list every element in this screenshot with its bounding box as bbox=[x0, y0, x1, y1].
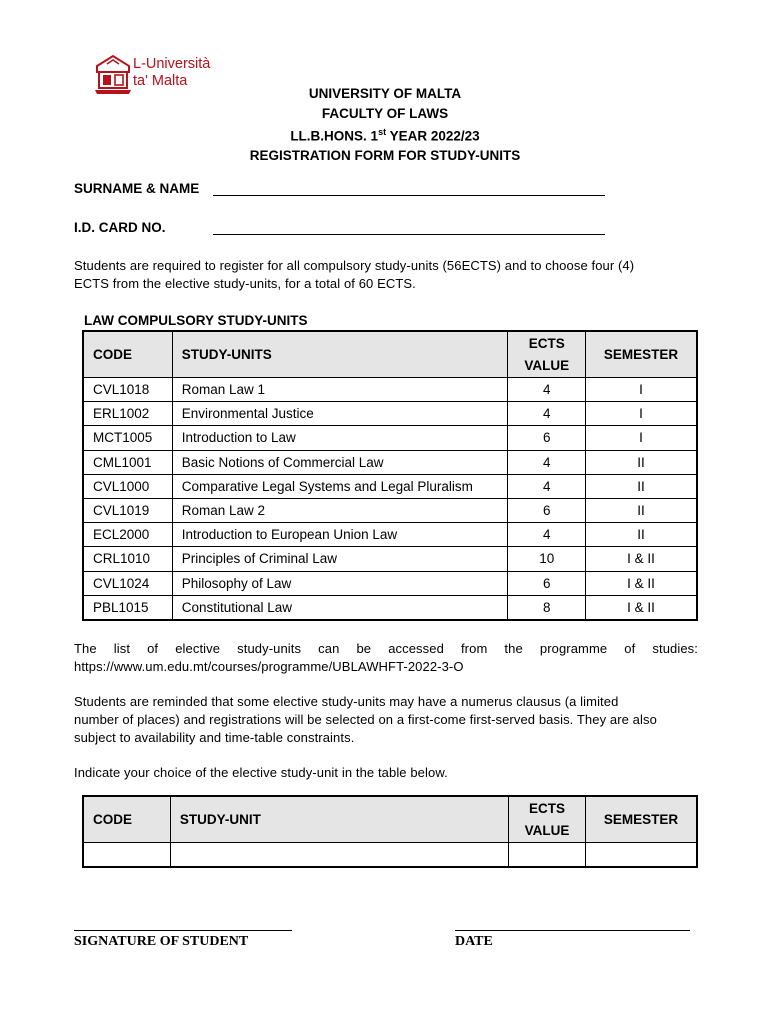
semester: I bbox=[586, 426, 697, 450]
elective-header-code: CODE bbox=[84, 797, 171, 843]
surname-field[interactable] bbox=[213, 182, 605, 196]
programme-link[interactable]: https://www.um.edu.mt/courses/programme/UBLAWHFT-2022-3-O bbox=[74, 659, 464, 674]
semester: I bbox=[586, 378, 697, 402]
unit-name: Roman Law 2 bbox=[172, 498, 508, 522]
ects-value: 6 bbox=[508, 571, 586, 595]
header-course: LL.B.HONS. 1 bbox=[290, 128, 379, 144]
student-signature-block bbox=[74, 930, 292, 950]
unit-code: CVL1000 bbox=[84, 474, 173, 498]
elective-info-paragraph bbox=[74, 640, 698, 676]
unit-code: CVL1024 bbox=[84, 571, 173, 595]
unit-code: ERL1002 bbox=[84, 402, 173, 426]
reminder-line-3: subject to availability and time-table constraints. bbox=[74, 730, 355, 745]
ects-value: 10 bbox=[508, 547, 586, 571]
table-row bbox=[84, 571, 697, 595]
idcard-field-row bbox=[74, 220, 605, 235]
ects-value: 8 bbox=[508, 595, 586, 619]
unit-name: Basic Notions of Commercial Law bbox=[172, 450, 508, 474]
header-course-year bbox=[0, 123, 770, 146]
semester: I bbox=[586, 402, 697, 426]
unit-code: CVL1018 bbox=[84, 378, 173, 402]
reminder-paragraph bbox=[74, 693, 698, 747]
logo-line-2: ta' Malta bbox=[133, 73, 188, 89]
header-form-title: REGISTRATION FORM FOR STUDY-UNITS bbox=[249, 148, 521, 163]
table-row bbox=[84, 595, 697, 619]
student-signature-label: SIGNATURE OF STUDENT bbox=[74, 934, 249, 949]
elective-input-row bbox=[84, 843, 697, 867]
table-row bbox=[84, 450, 697, 474]
unit-name: Introduction to Law bbox=[172, 426, 508, 450]
date-block bbox=[455, 930, 690, 950]
unit-name: Comparative Legal Systems and Legal Pluralism bbox=[172, 474, 508, 498]
elective-header-ects: ECTS bbox=[529, 800, 566, 816]
semester: II bbox=[586, 450, 697, 474]
header-code: CODE bbox=[84, 332, 173, 378]
ects-value: 4 bbox=[508, 523, 586, 547]
unit-code: CML1001 bbox=[84, 450, 173, 474]
unit-code: CRL1010 bbox=[84, 547, 173, 571]
form-header bbox=[0, 84, 770, 166]
unit-name: Roman Law 1 bbox=[172, 378, 508, 402]
elective-header-row bbox=[84, 797, 697, 843]
unit-name: Principles of Criminal Law bbox=[172, 547, 508, 571]
elective-table bbox=[83, 796, 697, 867]
reminder-line-1: Students are reminded that some elective study-units may have a numerus clausus (a limited bbox=[74, 694, 619, 709]
intro-line-2: ECTS from the elective study-units, for a total of 60 ECTS. bbox=[74, 276, 416, 291]
surname-field-row bbox=[74, 181, 605, 196]
ects-value: 4 bbox=[508, 378, 586, 402]
table-row bbox=[84, 498, 697, 522]
idcard-label: I.D. CARD NO. bbox=[74, 220, 166, 235]
header-value: VALUE bbox=[524, 357, 570, 373]
ects-value: 6 bbox=[508, 498, 586, 522]
semester: II bbox=[586, 498, 697, 522]
table-row bbox=[84, 402, 697, 426]
indicate-instruction: Indicate your choice of the elective study-unit in the table below. bbox=[74, 765, 448, 780]
compulsory-table bbox=[83, 331, 697, 620]
unit-code: ECL2000 bbox=[84, 523, 173, 547]
logo-line-1: L-Università bbox=[133, 56, 211, 72]
unit-name: Introduction to European Union Law bbox=[172, 523, 508, 547]
idcard-field[interactable] bbox=[213, 221, 605, 235]
compulsory-header-row bbox=[84, 332, 697, 378]
header-year: YEAR 2022/23 bbox=[386, 128, 480, 144]
semester: II bbox=[586, 474, 697, 498]
elective-semester-cell[interactable] bbox=[586, 843, 697, 867]
intro-paragraph bbox=[74, 257, 698, 293]
header-study-units: STUDY-UNITS bbox=[172, 332, 508, 378]
elective-header-semester: SEMESTER bbox=[586, 797, 697, 843]
elective-ects-cell[interactable] bbox=[509, 843, 586, 867]
ects-value: 4 bbox=[508, 450, 586, 474]
reminder-line-2: number of places) and registrations will be selected on a first-come first-served basis. They are also bbox=[74, 712, 657, 727]
unit-code: PBL1015 bbox=[84, 595, 173, 619]
semester: I & II bbox=[586, 571, 697, 595]
student-signature-line[interactable] bbox=[74, 930, 292, 931]
elective-header-study-unit: STUDY-UNIT bbox=[170, 797, 508, 843]
date-label: DATE bbox=[455, 934, 493, 949]
unit-code: MCT1005 bbox=[84, 426, 173, 450]
table-row bbox=[84, 378, 697, 402]
table-row bbox=[84, 426, 697, 450]
elective-header-value: VALUE bbox=[524, 822, 570, 838]
header-ects-value bbox=[508, 332, 586, 378]
ects-value: 4 bbox=[508, 402, 586, 426]
ects-value: 6 bbox=[508, 426, 586, 450]
unit-name: Philosophy of Law bbox=[172, 571, 508, 595]
intro-line-1: Students are required to register for all compulsory study-units (56ECTS) and to choose four (4) bbox=[74, 258, 635, 273]
table-row bbox=[84, 523, 697, 547]
unit-name: Environmental Justice bbox=[172, 402, 508, 426]
elective-header-ects-value bbox=[509, 797, 586, 843]
header-semester: SEMESTER bbox=[586, 332, 697, 378]
unit-name: Constitutional Law bbox=[172, 595, 508, 619]
elective-code-cell[interactable] bbox=[84, 843, 171, 867]
elective-unit-cell[interactable] bbox=[170, 843, 508, 867]
compulsory-section-title: LAW COMPULSORY STUDY-UNITS bbox=[84, 313, 308, 328]
semester: I & II bbox=[586, 595, 697, 619]
semester: II bbox=[586, 523, 697, 547]
header-university: UNIVERSITY OF MALTA bbox=[308, 86, 462, 101]
unit-code: CVL1019 bbox=[84, 498, 173, 522]
ects-value: 4 bbox=[508, 474, 586, 498]
table-row bbox=[84, 474, 697, 498]
surname-label: SURNAME & NAME bbox=[74, 181, 200, 196]
header-ects: ECTS bbox=[528, 335, 565, 351]
semester: I & II bbox=[586, 547, 697, 571]
elective-info-line-1: The list of elective study-units can be accessed from the programme of studies: bbox=[74, 641, 698, 656]
header-faculty: FACULTY OF LAWS bbox=[321, 105, 449, 121]
date-line[interactable] bbox=[455, 930, 690, 931]
header-ordinal: st bbox=[378, 127, 387, 137]
table-row bbox=[84, 547, 697, 571]
